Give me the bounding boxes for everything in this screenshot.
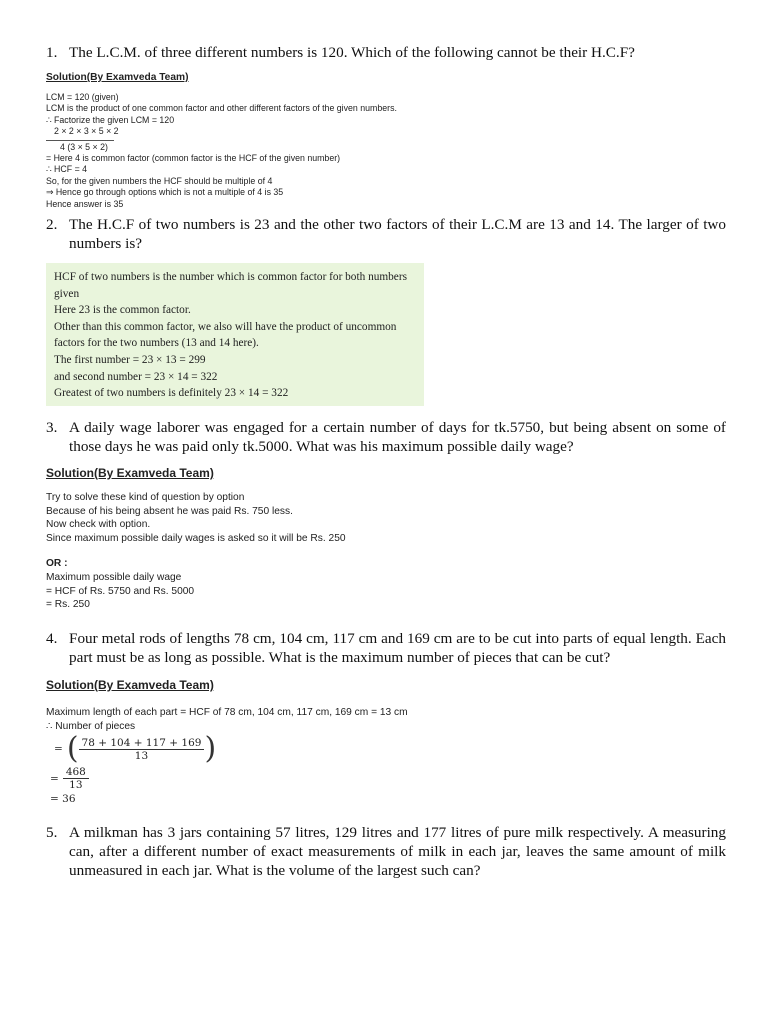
solution-line: Other than this common factor, we also will have the product of uncommon bbox=[54, 320, 397, 333]
question-5 bbox=[46, 823, 726, 880]
solution-line: = Here 4 is common factor (common factor is the HCF of the given number) bbox=[46, 153, 341, 164]
fraction-denominator: 13 bbox=[69, 779, 83, 792]
question-number: 5. bbox=[46, 824, 58, 841]
solution-3 bbox=[46, 466, 346, 612]
solution-line: Greatest of two numbers is definitely 23 × 14 = 322 bbox=[54, 387, 289, 400]
solution-line: = HCF of Rs. 5750 and Rs. 5000 bbox=[46, 585, 195, 597]
solution-line: Here 23 is the common factor. bbox=[54, 304, 191, 317]
solution-line: Now check with option. bbox=[46, 519, 151, 531]
question-number: 4. bbox=[46, 630, 58, 647]
solution-line: So, for the given numbers the HCF should be multiple of 4 bbox=[46, 175, 273, 186]
fraction bbox=[63, 766, 89, 791]
fraction-numerator: 78 + 104 + 117 + 169 bbox=[79, 737, 205, 750]
question-number: 2. bbox=[46, 216, 58, 233]
equation-row bbox=[46, 731, 408, 767]
solution-heading: Solution(By Examveda Team) bbox=[46, 466, 214, 480]
question-text: The H.C.F of two numbers is 23 and the other two factors of their L.C.M are 13 and 14. The larger of two numbers is? bbox=[69, 216, 726, 252]
question-2 bbox=[46, 215, 726, 253]
question-4 bbox=[46, 629, 726, 667]
paren-right: ) bbox=[204, 731, 217, 767]
question-text: A milkman has 3 jars containing 57 litres, 129 litres and 177 litres of pure milk respectively. A measuring can, after a different number of exact measurements of milk in each jar, leaves the same amount of milk unmeasured in each jar. What is the volume of the largest such can? bbox=[69, 824, 726, 879]
solution-line: Since maximum possible daily wages is asked so it will be Rs. 250 bbox=[46, 532, 346, 544]
result: = 36 bbox=[50, 793, 76, 806]
solution-1 bbox=[46, 72, 397, 210]
solution-line: factors for the two numbers (13 and 14 here). bbox=[54, 337, 259, 350]
equals-sign: = bbox=[54, 743, 63, 756]
question-text: The L.C.M. of three different numbers is 120. Which of the following cannot be their H.C.F? bbox=[69, 44, 635, 61]
solution-line: Maximum possible daily wage bbox=[46, 571, 182, 583]
solution-line: The first number = 23 × 13 = 299 bbox=[54, 353, 206, 366]
solution-line: 2 × 2 × 3 × 5 × 2 bbox=[54, 126, 119, 137]
solution-line: ∴ Factorize the given LCM = 120 bbox=[46, 114, 175, 125]
solution-line: ∴ HCF = 4 bbox=[46, 164, 88, 175]
solution-line: Hence answer is 35 bbox=[46, 198, 124, 209]
solution-heading: Solution(By Examveda Team) bbox=[46, 72, 189, 83]
question-number: 1. bbox=[46, 44, 58, 61]
solution-line: 4 (3 × 5 × 2) bbox=[46, 140, 114, 153]
solution-heading: Solution(By Examveda Team) bbox=[46, 678, 214, 692]
solution-2-box bbox=[46, 263, 424, 406]
question-3 bbox=[46, 418, 726, 456]
question-text: A daily wage laborer was engaged for a certain number of days for tk.5750, but being absent on some of those days he was paid only tk.5000. What was his maximum possible daily wage? bbox=[69, 419, 726, 455]
fraction-numerator: 468 bbox=[63, 766, 89, 779]
solution-line: = Rs. 250 bbox=[46, 599, 90, 611]
solution-line: Maximum length of each part = HCF of 78 cm, 104 cm, 117 cm, 169 cm = 13 cm bbox=[46, 707, 408, 718]
solution-line: ⇒ Hence go through options which is not a multiple of 4 is 35 bbox=[46, 187, 284, 198]
solution-line: and second number = 23 × 14 = 322 bbox=[54, 370, 218, 383]
question-text: Four metal rods of lengths 78 cm, 104 cm, 117 cm and 169 cm are to be cut into parts of equal length. Each part must be as long as possible. What is the maximum number of pieces that can be cut? bbox=[69, 630, 726, 666]
solution-line: LCM is the product of one common factor and other different factors of the given numbers. bbox=[46, 103, 397, 114]
solution-line: HCF of two numbers is the number which is common factor for both numbers bbox=[54, 271, 407, 283]
or-label: OR : bbox=[46, 558, 68, 570]
solution-line: LCM = 120 (given) bbox=[46, 92, 119, 102]
fraction bbox=[79, 737, 205, 762]
equation-row bbox=[46, 766, 408, 791]
fraction-denominator: 13 bbox=[134, 749, 149, 762]
solution-4 bbox=[46, 678, 408, 805]
solution-line: ∴ Number of pieces bbox=[46, 720, 136, 732]
question-number: 3. bbox=[46, 419, 58, 436]
question-1 bbox=[46, 43, 726, 62]
equals-sign: = bbox=[50, 772, 59, 785]
solution-line: Try to solve these kind of question by option bbox=[46, 492, 245, 503]
solution-line: given bbox=[54, 287, 80, 300]
paren-left: ( bbox=[66, 731, 79, 767]
solution-line: Because of his being absent he was paid Rs. 750 less. bbox=[46, 505, 293, 517]
